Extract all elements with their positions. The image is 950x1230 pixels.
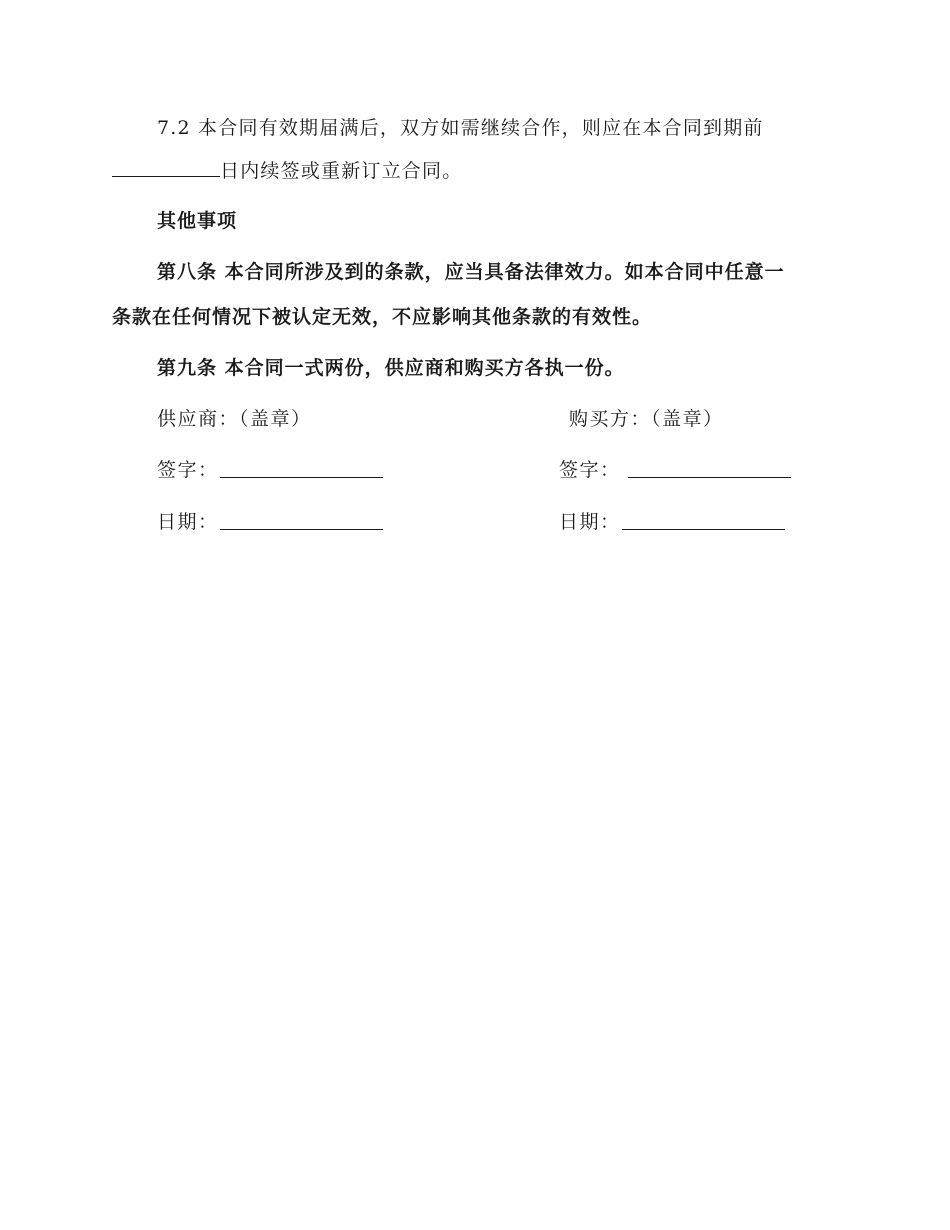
days-blank: [112, 158, 220, 177]
buyer-date-line: [622, 529, 785, 530]
buyer-sign-label: 签字：: [559, 459, 621, 481]
supplier-sign-line: [220, 477, 383, 478]
article-8-line-2: 条款在任何情况下被认定无效，不应影响其他条款的有效性。: [112, 306, 653, 328]
article-9-line-1: 第九条 本合同一式两份，供应商和购买方各执一份。: [157, 357, 625, 379]
buyer-seal-label: 购买方：（盖章）: [569, 408, 724, 430]
other-matters-heading: 其他事项: [157, 210, 238, 232]
clause-7-2-line-1: 7.2 本合同有效期届满后，双方如需继续合作，则应在本合同到期前: [157, 117, 764, 139]
buyer-sign-line: [628, 477, 791, 478]
supplier-date-label: 日期：: [157, 511, 219, 533]
supplier-seal-label: 供应商：（盖章）: [157, 408, 312, 430]
article-8-line-1: 第八条 本合同所涉及到的条款，应当具备法律效力。如本合同中任意一: [157, 261, 785, 283]
supplier-date-line: [220, 529, 383, 530]
clause-7-2-line-2: [112, 158, 462, 183]
buyer-date-label: 日期：: [559, 511, 621, 533]
supplier-sign-label: 签字：: [157, 459, 219, 481]
clause-7-2-suffix: 日内续签或重新订立合同。: [220, 160, 463, 182]
